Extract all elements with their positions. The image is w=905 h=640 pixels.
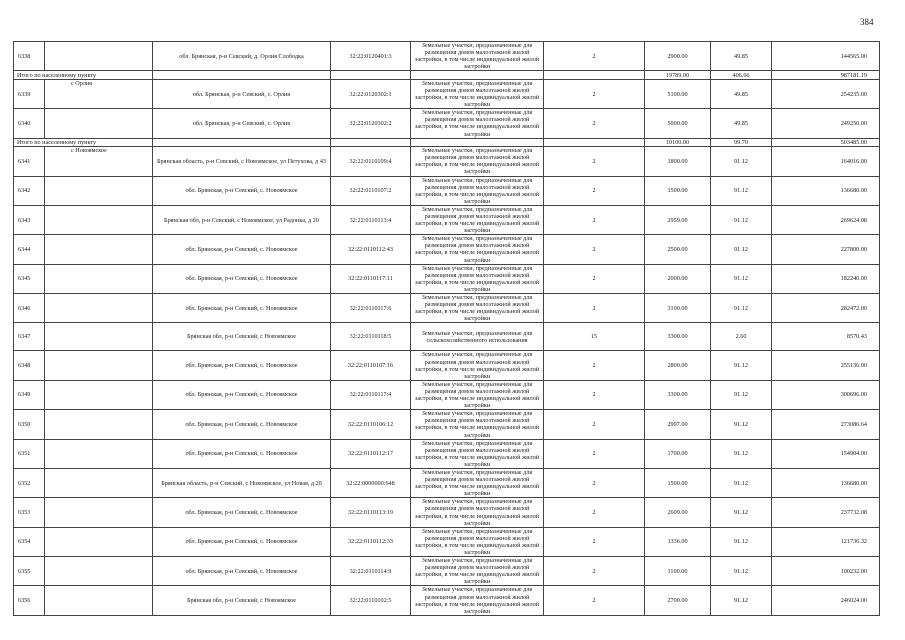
- cadastral-number-cell: 32:22:0110113:19: [331, 498, 411, 527]
- group-code-cell: 2: [544, 176, 645, 205]
- land-use-cell: Земельные участки, предназначенные для размещения домов малоэтажной жилой застройки, в том числе индивидуальной жилой застройки: [411, 176, 544, 205]
- area-cell: 2000.00: [645, 264, 711, 293]
- locality-cell: [45, 205, 153, 234]
- row-number-cell: 6353: [14, 498, 45, 527]
- rate-cell: 91.12: [711, 498, 772, 527]
- area-cell: 3100.00: [645, 294, 711, 323]
- cadastral-number-cell: 32:22:0110106:12: [331, 410, 411, 439]
- total-rate-cell: 99.70: [711, 138, 772, 147]
- area-cell: 2609.00: [645, 498, 711, 527]
- locality-cell: [45, 42, 153, 71]
- locality-cell: [45, 264, 153, 293]
- total-value-cell: 503485.00: [772, 138, 880, 147]
- row-number-cell: 6348: [14, 351, 45, 380]
- row-number-cell: 6343: [14, 205, 45, 234]
- land-use-cell: Земельные участки, предназначенные для сельскохозяйственного использования: [411, 323, 544, 351]
- subtotal-row: [14, 71, 880, 80]
- cadastral-number-cell: 32:22:0110109:4: [331, 147, 411, 176]
- group-code-cell: 2: [544, 147, 645, 176]
- address-cell: обл. Брянская, р-н Севский, с. Орлия: [153, 109, 331, 138]
- land-use-cell: Земельные участки, предназначенные для размещения домов малоэтажной жилой застройки, в том числе индивидуальной жилой застройки: [411, 557, 544, 586]
- cadastral-value-cell: 121736.32: [772, 527, 880, 556]
- table-row: [14, 586, 880, 615]
- address-cell: обл. Брянская, р-н Севский, с. Новоямское: [153, 176, 331, 205]
- locality-cell: с Орлия: [45, 79, 153, 108]
- land-use-cell: Земельные участки, предназначенные для размещения домов малоэтажной жилой застройки, в том числе индивидуальной жилой застройки: [411, 109, 544, 138]
- cadastral-value-cell: 182240.00: [772, 264, 880, 293]
- row-number-cell: 6354: [14, 527, 45, 556]
- cadastral-number-cell: 32:22:0120401:3: [331, 42, 411, 71]
- land-use-cell: Земельные участки, предназначенные для размещения домов малоэтажной жилой застройки, в том числе индивидуальной жилой застройки: [411, 468, 544, 497]
- group-code-cell: 2: [544, 439, 645, 468]
- cadastral-value-cell: 254235.00: [772, 79, 880, 108]
- empty-cell: [331, 71, 411, 80]
- land-use-cell: Земельные участки, предназначенные для размещения домов малоэтажной жилой застройки, в том числе индивидуальной жилой застройки: [411, 205, 544, 234]
- row-number-cell: 6340: [14, 109, 45, 138]
- land-use-cell: Земельные участки, предназначенные для размещения домов малоэтажной жилой застройки, в том числе индивидуальной жилой застройки: [411, 380, 544, 409]
- group-code-cell: 2: [544, 468, 645, 497]
- total-area-cell: 19789.00: [645, 71, 711, 80]
- table-row: [14, 264, 880, 293]
- group-code-cell: 2: [544, 586, 645, 615]
- table-row: [14, 439, 880, 468]
- group-code-cell: 2: [544, 498, 645, 527]
- locality-cell: [45, 176, 153, 205]
- cadastral-number-cell: 32:22:0110113:4: [331, 205, 411, 234]
- table-row: [14, 205, 880, 234]
- cadastral-number-cell: 32:22:0110118:5: [331, 323, 411, 351]
- table-row: [14, 527, 880, 556]
- address-cell: обл. Брянская, р-н Севский, с. Новоямское: [153, 264, 331, 293]
- area-cell: 1800.00: [645, 147, 711, 176]
- cadastral-value-cell: 227800.00: [772, 235, 880, 264]
- rate-cell: 91.12: [711, 586, 772, 615]
- rate-cell: 91.12: [711, 468, 772, 497]
- cadastral-value-cell: 164016.00: [772, 147, 880, 176]
- group-code-cell: 15: [544, 323, 645, 351]
- cadastral-number-cell: 32:22:0110117:4: [331, 380, 411, 409]
- area-cell: 2959.00: [645, 205, 711, 234]
- land-use-cell: Земельные участки, предназначенные для размещения домов малоэтажной жилой застройки, в том числе индивидуальной жилой застройки: [411, 586, 544, 615]
- rate-cell: 91.12: [711, 294, 772, 323]
- group-code-cell: 2: [544, 557, 645, 586]
- address-cell: обл. Брянская, р-н Севский, д. Орлия Слободка: [153, 42, 331, 71]
- cadastral-number-cell: 32:22:0110114:9: [331, 557, 411, 586]
- rate-cell: 2.60: [711, 323, 772, 351]
- address-cell: обл. Брянская, р-н Севский, с. Новоямское: [153, 235, 331, 264]
- rate-cell: 91.12: [711, 527, 772, 556]
- rate-cell: 49.85: [711, 42, 772, 71]
- cadastral-value-cell: 136680.00: [772, 468, 880, 497]
- rate-cell: 49.85: [711, 109, 772, 138]
- row-number-cell: 6352: [14, 468, 45, 497]
- land-use-cell: Земельные участки, предназначенные для размещения домов малоэтажной жилой застройки, в том числе индивидуальной жилой застройки: [411, 42, 544, 71]
- table-row: [14, 79, 880, 108]
- group-code-cell: 2: [544, 380, 645, 409]
- address-cell: обл. Брянская, р-н Севский, с. Новоямское: [153, 527, 331, 556]
- land-use-cell: Земельные участки, предназначенные для размещения домов малоэтажной жилой застройки, в том числе индивидуальной жилой застройки: [411, 351, 544, 380]
- address-cell: обл. Брянская, р-н Севский, с. Новоямское: [153, 294, 331, 323]
- address-cell: обл. Брянская, р-н Севский, с. Орлия: [153, 79, 331, 108]
- cadastral-value-cell: 100232.00: [772, 557, 880, 586]
- locality-cell: с Новоямское: [45, 147, 153, 176]
- row-number-cell: 6347: [14, 323, 45, 351]
- area-cell: 1500.00: [645, 176, 711, 205]
- group-code-cell: 2: [544, 235, 645, 264]
- total-rate-cell: 406.66: [711, 71, 772, 80]
- total-area-cell: 10100.00: [645, 138, 711, 147]
- cadastral-value-cell: 144565.00: [772, 42, 880, 71]
- area-cell: 1500.00: [645, 468, 711, 497]
- address-cell: обл. Брянская, р-н Севский, с. Новоямское: [153, 557, 331, 586]
- row-number-cell: 6339: [14, 79, 45, 108]
- land-use-cell: Земельные участки, предназначенные для размещения домов малоэтажной жилой застройки, в том числе индивидуальной жилой застройки: [411, 294, 544, 323]
- table-row: [14, 147, 880, 176]
- empty-cell: [411, 71, 544, 80]
- total-value-cell: 987181.19: [772, 71, 880, 80]
- address-cell: обл. Брянская, р-н Севский, с. Новоямское: [153, 498, 331, 527]
- table-row: [14, 294, 880, 323]
- table-row: [14, 235, 880, 264]
- empty-cell: [544, 71, 645, 80]
- locality-cell: [45, 527, 153, 556]
- page-number: 384: [860, 17, 874, 27]
- cadastral-number-cell: 32:22:0110112:33: [331, 527, 411, 556]
- land-use-cell: Земельные участки, предназначенные для размещения домов малоэтажной жилой застройки, в том числе индивидуальной жилой застройки: [411, 79, 544, 108]
- table-body: [14, 42, 880, 616]
- group-code-cell: 2: [544, 527, 645, 556]
- row-number-cell: 6341: [14, 147, 45, 176]
- land-use-cell: Земельные участки, предназначенные для размещения домов малоэтажной жилой застройки, в том числе индивидуальной жилой застройки: [411, 498, 544, 527]
- land-use-cell: Земельные участки, предназначенные для размещения домов малоэтажной жилой застройки, в том числе индивидуальной жилой застройки: [411, 235, 544, 264]
- land-use-cell: Земельные участки, предназначенные для размещения домов малоэтажной жилой застройки, в том числе индивидуальной жилой застройки: [411, 527, 544, 556]
- cadastral-value-cell: 269624.08: [772, 205, 880, 234]
- row-number-cell: 6351: [14, 439, 45, 468]
- row-number-cell: 6346: [14, 294, 45, 323]
- empty-cell: [411, 138, 544, 147]
- address-cell: обл. Брянская, р-н Севский, с. Новоямское: [153, 439, 331, 468]
- land-use-cell: Земельные участки, предназначенные для размещения домов малоэтажной жилой застройки, в том числе индивидуальной жилой застройки: [411, 439, 544, 468]
- group-code-cell: 2: [544, 351, 645, 380]
- address-cell: Брянская область, р-н Севский, с Новоямское, ул Петухова, д 43: [153, 147, 331, 176]
- table-row: [14, 351, 880, 380]
- locality-cell: [45, 294, 153, 323]
- address-cell: Брянская область, р-н Севский, с Новоямское, ул Новая, д 20: [153, 468, 331, 497]
- table-row: [14, 410, 880, 439]
- area-cell: 3300.00: [645, 323, 711, 351]
- rate-cell: 91.12: [711, 176, 772, 205]
- address-cell: обл. Брянская, р-н Севский, с. Новоямское: [153, 380, 331, 409]
- address-cell: Брянская обл, р-н Севский, с Новоямское: [153, 323, 331, 351]
- area-cell: 5100.00: [645, 79, 711, 108]
- cadastral-value-cell: 300696.00: [772, 380, 880, 409]
- cadastral-number-cell: 32:22:0120302:1: [331, 79, 411, 108]
- table-row: [14, 42, 880, 71]
- land-use-cell: Земельные участки, предназначенные для размещения домов малоэтажной жилой застройки, в том числе индивидуальной жилой застройки: [411, 147, 544, 176]
- group-code-cell: 2: [544, 79, 645, 108]
- address-cell: Брянская обл, р-н Севский, с Новоямское: [153, 586, 331, 615]
- cadastral-value-cell: 237732.08: [772, 498, 880, 527]
- empty-cell: [153, 138, 331, 147]
- table-row: [14, 323, 880, 351]
- locality-cell: [45, 235, 153, 264]
- row-number-cell: 6349: [14, 380, 45, 409]
- row-number-cell: 6350: [14, 410, 45, 439]
- cadastral-value-cell: 255136.00: [772, 351, 880, 380]
- land-use-cell: Земельные участки, предназначенные для размещения домов малоэтажной жилой застройки, в том числе индивидуальной жилой застройки: [411, 410, 544, 439]
- area-cell: 1700.00: [645, 439, 711, 468]
- table-row: [14, 176, 880, 205]
- area-cell: 2997.00: [645, 410, 711, 439]
- area-cell: 2700.00: [645, 586, 711, 615]
- cadastral-number-cell: 32:22:0110117:11: [331, 264, 411, 293]
- cadastral-number-cell: 32:22:0110107:2: [331, 176, 411, 205]
- cadastral-value-cell: 249250.00: [772, 109, 880, 138]
- locality-cell: [45, 109, 153, 138]
- group-code-cell: 2: [544, 109, 645, 138]
- row-number-cell: 6338: [14, 42, 45, 71]
- cadastral-value-cell: 136680.00: [772, 176, 880, 205]
- locality-cell: [45, 323, 153, 351]
- group-code-cell: 2: [544, 294, 645, 323]
- rate-cell: 91.12: [711, 439, 772, 468]
- cadastral-number-cell: 32:22:0000000:648: [331, 468, 411, 497]
- rate-cell: 91.12: [711, 380, 772, 409]
- empty-cell: [331, 138, 411, 147]
- locality-cell: [45, 380, 153, 409]
- rate-cell: 91.12: [711, 410, 772, 439]
- address-cell: Брянская обл, р-н Севский, с Новоямское, ул Радонка, д 20: [153, 205, 331, 234]
- table-row: [14, 557, 880, 586]
- group-code-cell: 2: [544, 410, 645, 439]
- cadastral-value-cell: 273086.64: [772, 410, 880, 439]
- table-row: [14, 109, 880, 138]
- rate-cell: 91.12: [711, 557, 772, 586]
- row-number-cell: 6356: [14, 586, 45, 615]
- rate-cell: 91.12: [711, 205, 772, 234]
- locality-cell: [45, 468, 153, 497]
- rate-cell: 91.12: [711, 147, 772, 176]
- cadastral-number-cell: 32:22:0110112:43: [331, 235, 411, 264]
- area-cell: 1100.00: [645, 557, 711, 586]
- locality-cell: [45, 351, 153, 380]
- subtotal-row: [14, 138, 880, 147]
- area-cell: 3300.00: [645, 380, 711, 409]
- area-cell: 2500.00: [645, 235, 711, 264]
- area-cell: 2900.00: [645, 42, 711, 71]
- row-number-cell: 6345: [14, 264, 45, 293]
- table-row: [14, 380, 880, 409]
- rate-cell: 91.12: [711, 351, 772, 380]
- locality-cell: [45, 410, 153, 439]
- cadastral-value-table: [13, 41, 880, 616]
- area-cell: 2800.00: [645, 351, 711, 380]
- total-label-cell: Итого по населенному пункту: [14, 138, 153, 147]
- address-cell: обл. Брянская, р-н Севский, с. Новоямское: [153, 351, 331, 380]
- table-row: [14, 468, 880, 497]
- rate-cell: 49.85: [711, 79, 772, 108]
- cadastral-number-cell: 32:22:0110107:16: [331, 351, 411, 380]
- cadastral-number-cell: 32:22:0120302:2: [331, 109, 411, 138]
- area-cell: 1336.00: [645, 527, 711, 556]
- rate-cell: 91.12: [711, 235, 772, 264]
- cadastral-value-cell: 282472.00: [772, 294, 880, 323]
- land-use-cell: Земельные участки, предназначенные для размещения домов малоэтажной жилой застройки, в том числе индивидуальной жилой застройки: [411, 264, 544, 293]
- total-label-cell: Итого по населенному пункту: [14, 71, 153, 80]
- group-code-cell: 2: [544, 264, 645, 293]
- locality-cell: [45, 557, 153, 586]
- cadastral-number-cell: 32:22:0110102:5: [331, 586, 411, 615]
- locality-cell: [45, 586, 153, 615]
- group-code-cell: 2: [544, 42, 645, 71]
- row-number-cell: 6342: [14, 176, 45, 205]
- area-cell: 5000.00: [645, 109, 711, 138]
- cadastral-number-cell: 32:22:0110117:6: [331, 294, 411, 323]
- locality-cell: [45, 498, 153, 527]
- cadastral-value-cell: 154904.00: [772, 439, 880, 468]
- cadastral-value-cell: 246024.00: [772, 586, 880, 615]
- empty-cell: [544, 138, 645, 147]
- locality-cell: [45, 439, 153, 468]
- table-row: [14, 498, 880, 527]
- cadastral-number-cell: 32:22:0110112:17: [331, 439, 411, 468]
- row-number-cell: 6355: [14, 557, 45, 586]
- cadastral-value-cell: 8570.43: [772, 323, 880, 351]
- row-number-cell: 6344: [14, 235, 45, 264]
- empty-cell: [153, 71, 331, 80]
- rate-cell: 91.12: [711, 264, 772, 293]
- group-code-cell: 2: [544, 205, 645, 234]
- address-cell: обл. Брянская, р-н Севский, с. Новоямское: [153, 410, 331, 439]
